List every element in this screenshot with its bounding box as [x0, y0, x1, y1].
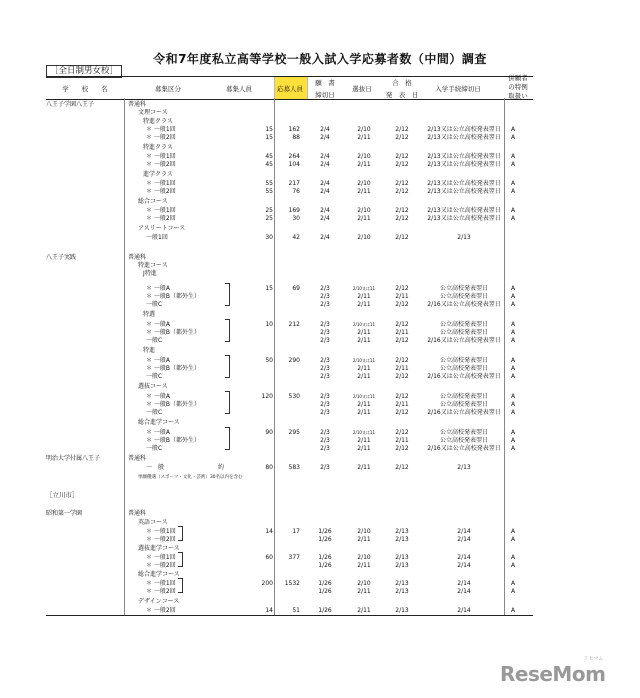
row-category: 総合進学コース [138, 571, 180, 578]
cell-an: 2/12 [395, 180, 409, 187]
cell-sp: A [510, 161, 516, 168]
section-label: ［全日制男女校］ [46, 65, 122, 78]
cell-cap: 25 [265, 207, 273, 214]
cell-dl: 2/3 [320, 429, 330, 436]
header-school: 学 校 名 [62, 85, 108, 93]
row-category: 選抜進学コース [138, 545, 180, 552]
row-category: ＊ 一般1回 [146, 207, 176, 214]
cell-ex: 2/11 [357, 337, 371, 344]
cell-ex: 2/11 [357, 445, 371, 452]
cell-ex: 2/11 [357, 562, 371, 569]
cell-sp: A [510, 536, 516, 543]
cell-pr: 2/14 [457, 607, 471, 614]
row-category: 特進クラス [143, 118, 173, 125]
cell-dl: 2/4 [320, 207, 330, 214]
group-bracket [225, 355, 230, 378]
cell-an: 2/12 [395, 215, 409, 222]
cell-sp: A [510, 429, 516, 436]
logo-subtext: リセマム [583, 656, 604, 662]
cell-ex: 2/11 [357, 188, 371, 195]
row-category: J特進 [143, 270, 157, 277]
cell-cap: 45 [265, 161, 273, 168]
cell-pr: 2/16又は公立高校発表翌日 [427, 337, 501, 344]
school-name: 八王子学園八王子 [46, 101, 95, 108]
cell-dl: 2/3 [320, 393, 330, 400]
cell-sp: A [510, 153, 516, 160]
cell-dl: 2/4 [320, 161, 330, 168]
cell-ex: 2/11 [357, 401, 371, 408]
cell-pr: 2/16又は公立高校発表翌日 [427, 445, 501, 452]
cell-ex: 2/10又は11 [352, 394, 376, 399]
column-divider [274, 98, 275, 615]
cell-ex: 2/11 [357, 301, 371, 308]
cell-sp: A [510, 215, 516, 222]
cell-an: 2/12 [395, 321, 409, 328]
row-category: 英語コース [138, 519, 168, 526]
header-procedure: 入学手続締切日 [435, 85, 481, 93]
row-category: ＊ 一般1回 [146, 126, 176, 133]
row-category: 一般C [146, 445, 163, 452]
cell-dl: 1/26 [318, 580, 332, 587]
cell-sp: A [510, 562, 516, 569]
cell-pr: 2/14 [457, 580, 471, 587]
cell-an: 2/11 [395, 293, 409, 300]
cell-ex: 2/10 [357, 554, 371, 561]
cell-ex: 2/11 [357, 215, 371, 222]
cell-an: 2/12 [395, 161, 409, 168]
cell-ex: 2/10又は11 [352, 322, 376, 327]
cell-an: 2/12 [395, 207, 409, 214]
cell-dl: 2/4 [320, 126, 330, 133]
cell-ex: 2/11 [357, 293, 371, 300]
cell-pr: 2/13又は公立高校発表翌日 [427, 153, 501, 160]
cell-an: 2/12 [395, 337, 409, 344]
cell-an: 2/12 [395, 409, 409, 416]
cell-app: 51 [292, 607, 300, 614]
cell-cap: 15 [265, 126, 273, 133]
row-category: ＊ 一般B（都外生） [146, 329, 201, 336]
cell-pr: 2/16又は公立高校発表翌日 [427, 301, 501, 308]
cell-an: 2/13 [395, 554, 409, 561]
table-bottom-rule [46, 615, 533, 616]
cell-an: 2/12 [395, 445, 409, 452]
cell-ex: 2/10 [357, 180, 371, 187]
cell-an: 2/13 [395, 536, 409, 543]
cell-dl: 2/3 [320, 409, 330, 416]
cell-dl: 1/26 [318, 528, 332, 535]
cell-an: 2/12 [395, 373, 409, 380]
cell-sp: A [510, 554, 516, 561]
cell-ex: 2/10 [357, 153, 371, 160]
cell-app: 290 [288, 357, 300, 364]
cell-dl: 2/3 [320, 464, 330, 471]
cell-app: 69 [292, 285, 300, 292]
row-category: ＊ 一般B（都外生） [146, 437, 201, 444]
group-bracket [178, 526, 183, 541]
cell-pr: 2/14 [457, 528, 471, 535]
cell-sp: A [510, 373, 516, 380]
cell-cap: 10 [265, 321, 273, 328]
cell-dl: 1/26 [318, 536, 332, 543]
cell-pr: 2/14 [457, 562, 471, 569]
group-bracket [225, 319, 230, 342]
cell-sp: A [510, 285, 516, 292]
cell-dl: 1/26 [318, 562, 332, 569]
row-category: 普通科 [128, 510, 147, 517]
cell-an: 2/13 [395, 607, 409, 614]
cell-pr: 2/13又は公立高校発表翌日 [427, 126, 501, 133]
cell-sp: A [510, 188, 516, 195]
cell-app: 583 [288, 464, 300, 471]
row-category: 総合進学コース [138, 419, 180, 426]
cell-app: 1532 [284, 580, 300, 587]
cell-sp: A [510, 437, 516, 444]
cell-cap: 25 [265, 215, 273, 222]
cell-ex: 2/10 [357, 126, 371, 133]
row-category: ＊ 一般1回 [146, 180, 176, 187]
cell-dl: 2/3 [320, 357, 330, 364]
resemom-logo [500, 656, 606, 686]
header-special-bottom: 取扱い [508, 92, 528, 100]
cell-sp: A [510, 607, 516, 614]
cell-pr: 公立高校発表翌日 [439, 393, 488, 400]
cell-cap: 30 [265, 234, 273, 241]
cell-dl: 2/3 [320, 329, 330, 336]
cell-sp: A [510, 301, 516, 308]
cell-dl: 2/4 [320, 188, 330, 195]
row-category: 一般C [146, 373, 163, 380]
row-category: 一般C [146, 337, 163, 344]
row-category: 一般C [146, 301, 163, 308]
cell-an: 2/13 [395, 580, 409, 587]
cell-pr: 2/13 [457, 234, 471, 241]
row-category: ＊ 一般2回 [146, 588, 176, 595]
group-bracket [225, 283, 230, 306]
cell-pr: 公立高校発表翌日 [439, 321, 488, 328]
cell-dl: 2/3 [320, 337, 330, 344]
row-category: ＊ 一般2回 [146, 607, 176, 614]
row-category: 進学クラス [143, 171, 173, 178]
cell-pr: 2/14 [457, 536, 471, 543]
cell-an: 2/12 [395, 134, 409, 141]
row-category: ＊ 一般1回 [146, 554, 176, 561]
cell-pr: 2/16又は公立高校発表翌日 [427, 409, 501, 416]
group-bracket [178, 578, 183, 593]
cell-pr: 公立高校発表翌日 [439, 285, 488, 292]
cell-app: 88 [292, 134, 300, 141]
cell-dl: 2/3 [320, 437, 330, 444]
city-label: ［立川市］ [46, 491, 79, 499]
cell-an: 2/12 [395, 126, 409, 133]
cell-pr: 2/13又は公立高校発表翌日 [427, 161, 501, 168]
cell-dl: 2/4 [320, 180, 330, 187]
cell-cap: 50 [265, 357, 273, 364]
cell-pr: 2/13 [457, 464, 471, 471]
cell-cap: 15 [265, 285, 273, 292]
row-category: ＊ 一般A [146, 357, 171, 364]
cell-pr: 公立高校発表翌日 [439, 357, 488, 364]
cell-cap: 120 [261, 393, 273, 400]
cell-app: 169 [288, 207, 300, 214]
cell-pr: 公立高校発表翌日 [439, 365, 488, 372]
cell-pr: 2/14 [457, 588, 471, 595]
cell-app: 530 [288, 393, 300, 400]
cell-cap: 60 [265, 554, 273, 561]
cell-pr: 2/13又は公立高校発表翌日 [427, 207, 501, 214]
cell-sp: A [510, 180, 516, 187]
cell-an: 2/11 [395, 365, 409, 372]
table-header [46, 76, 533, 100]
cell-ex: 2/11 [357, 437, 371, 444]
cell-app: 76 [292, 188, 300, 195]
row-category: 普通科 [128, 254, 147, 261]
cell-pr: 2/14 [457, 554, 471, 561]
row-category: 特進 [143, 347, 156, 354]
cell-sp: A [510, 329, 516, 336]
cell-ex: 2/11 [357, 329, 371, 336]
cell-cap: 55 [265, 180, 273, 187]
row-note: 単願優遇（スポーツ・文化・芸術）30名以内を含む [138, 475, 243, 480]
cell-pr: 2/13又は公立高校発表翌日 [427, 180, 501, 187]
cell-sp: A [510, 393, 516, 400]
cell-ex: 2/11 [357, 464, 371, 471]
header-capacity: 募集人員 [226, 85, 252, 93]
cell-pr: 公立高校発表翌日 [439, 429, 488, 436]
cell-an: 2/12 [395, 429, 409, 436]
row-category: ＊ 一般B（都外生） [146, 401, 201, 408]
cell-ex: 2/11 [357, 134, 371, 141]
cell-dl: 1/26 [318, 607, 332, 614]
header-applicants: 応募人員 [277, 85, 303, 93]
header-exam: 選抜日 [352, 85, 372, 93]
row-category: ＊ 一般B（都外生） [146, 293, 201, 300]
cell-dl: 2/4 [320, 215, 330, 222]
cell-sp: A [510, 445, 516, 452]
header-category: 募集区分 [155, 85, 181, 93]
header-announce-bottom: 発 表 日 [385, 91, 419, 99]
cell-ex: 2/11 [357, 607, 371, 614]
cell-dl: 2/3 [320, 321, 330, 328]
row-category: ＊ 一般2回 [146, 134, 176, 141]
cell-sp: A [510, 126, 516, 133]
cell-sp: A [510, 357, 516, 364]
row-category: 一般1回 [146, 234, 168, 241]
cell-an: 2/11 [395, 329, 409, 336]
logo-text: ReseMom [500, 662, 606, 686]
cell-sp: A [510, 528, 516, 535]
header-special-top: 併願者 [508, 74, 528, 82]
cell-dl: 2/3 [320, 293, 330, 300]
column-divider [124, 98, 125, 615]
cell-ex: 2/11 [357, 536, 371, 543]
cell-ex: 2/10又は11 [352, 430, 376, 435]
header-special-mid: の特例 [508, 83, 528, 91]
cell-an: 2/12 [395, 285, 409, 292]
cell-dl: 2/3 [320, 365, 330, 372]
cell-sp: A [510, 337, 516, 344]
cell-ex: 2/10又は11 [352, 358, 376, 363]
cell-pr: 公立高校発表翌日 [439, 293, 488, 300]
cell-cap: 15 [265, 134, 273, 141]
cell-pr: 公立高校発表翌日 [439, 437, 488, 444]
cell-dl: 2/3 [320, 301, 330, 308]
row-category: 特進コース [138, 262, 168, 269]
group-bracket [178, 552, 183, 567]
row-category: 一般C [146, 409, 163, 416]
cell-dl: 2/3 [320, 401, 330, 408]
row-category: アスリートコース [138, 225, 186, 232]
page-title: 令和7年度私立高等学校一般入試入学応募者数（中間）調査 [153, 52, 487, 66]
cell-dl: 2/4 [320, 153, 330, 160]
cell-app: 30 [292, 215, 300, 222]
cell-pr: 2/16又は公立高校発表翌日 [427, 373, 501, 380]
cell-sp: A [510, 293, 516, 300]
cell-ex: 2/11 [357, 588, 371, 595]
cell-ex: 2/11 [357, 373, 371, 380]
group-bracket [225, 391, 230, 414]
cell-ex: 2/11 [357, 409, 371, 416]
cell-an: 2/13 [395, 562, 409, 569]
header-deadline-bottom: 締切日 [315, 91, 335, 99]
cell-sp: A [510, 134, 516, 141]
cell-ex: 2/10又は11 [352, 286, 376, 291]
cell-cap: 45 [265, 153, 273, 160]
cell-ex: 2/10 [357, 234, 371, 241]
cell-ex: 2/10 [357, 580, 371, 587]
cell-an: 2/11 [395, 437, 409, 444]
cell-an: 2/12 [395, 393, 409, 400]
cell-an: 2/12 [395, 357, 409, 364]
header-announce-top: 合 格 [392, 79, 412, 87]
cell-cap: 200 [261, 580, 273, 587]
cell-app: 104 [288, 161, 300, 168]
row-category: 特進クラス [143, 144, 173, 151]
row-category: ＊ 一般2回 [146, 562, 176, 569]
cell-dl: 2/4 [320, 234, 330, 241]
cell-ex: 2/11 [357, 161, 371, 168]
cell-pr: 2/13又は公立高校発表翌日 [427, 215, 501, 222]
cell-dl: 2/4 [320, 134, 330, 141]
cell-dl: 2/3 [320, 445, 330, 452]
cell-pr: 公立高校発表翌日 [439, 401, 488, 408]
cell-app: 264 [288, 153, 300, 160]
cell-an: 2/13 [395, 528, 409, 535]
cell-dl: 1/26 [318, 588, 332, 595]
cell-app: 17 [292, 528, 300, 535]
cell-dl: 1/26 [318, 554, 332, 561]
cell-an: 2/12 [395, 301, 409, 308]
cell-app: 162 [288, 126, 300, 133]
cell-dl: 2/3 [320, 285, 330, 292]
cell-cap: 14 [265, 528, 273, 535]
row-category: ＊ 一般1回 [146, 580, 176, 587]
row-category: ＊ 一般2回 [146, 215, 176, 222]
school-name: 昭和第一学園 [46, 510, 83, 517]
cell-dl: 2/3 [320, 373, 330, 380]
row-category: ＊ 一般1回 [146, 153, 176, 160]
row-category: ＊ 一般A [146, 321, 171, 328]
row-category: ＊ 一般2回 [146, 188, 176, 195]
header-deadline-top: 願 書 [315, 79, 335, 87]
row-category: 特選 [143, 311, 156, 318]
cell-an: 2/11 [395, 401, 409, 408]
row-category: ＊ 一般2回 [146, 536, 176, 543]
cell-cap: 14 [265, 607, 273, 614]
cell-pr: 公立高校発表翌日 [439, 329, 488, 336]
row-category: 普通科 [128, 101, 147, 108]
cell-ex: 2/11 [357, 365, 371, 372]
row-category: 一 般 約 [146, 464, 225, 471]
cell-pr: 2/13又は公立高校発表翌日 [427, 134, 501, 141]
cell-sp: A [510, 321, 516, 328]
cell-sp: A [510, 401, 516, 408]
cell-cap: 55 [265, 188, 273, 195]
group-bracket [225, 427, 230, 450]
school-name: 八王子実践 [46, 254, 77, 261]
row-category: 総合コース [138, 198, 168, 205]
cell-cap: 80 [265, 464, 273, 471]
cell-app: 295 [288, 429, 300, 436]
cell-an: 2/12 [395, 234, 409, 241]
cell-cap: 90 [265, 429, 273, 436]
row-category: ＊ 一般B（都外生） [146, 365, 201, 372]
cell-ex: 2/10 [357, 207, 371, 214]
cell-sp: A [510, 365, 516, 372]
cell-an: 2/13 [395, 588, 409, 595]
cell-pr: 2/13又は公立高校発表翌日 [427, 188, 501, 195]
cell-an: 2/12 [395, 464, 409, 471]
cell-ex: 2/10 [357, 528, 371, 535]
row-category: デザインコース [138, 598, 180, 605]
cell-app: 377 [288, 554, 300, 561]
cell-an: 2/12 [395, 153, 409, 160]
row-category: 文理コース [138, 109, 168, 116]
row-category: ＊ 一般A [146, 285, 171, 292]
row-category: ＊ 一般1回 [146, 528, 176, 535]
cell-app: 42 [292, 234, 300, 241]
cell-sp: A [510, 580, 516, 587]
cell-app: 217 [288, 180, 300, 187]
row-category: ＊ 一般2回 [146, 161, 176, 168]
cell-sp: A [510, 409, 516, 416]
cell-sp: A [510, 588, 516, 595]
school-name: 明治大学付属八王子 [46, 455, 101, 462]
row-category: 普通科 [128, 455, 147, 462]
row-category: ＊ 一般A [146, 429, 171, 436]
row-category: 選抜コース [138, 383, 168, 390]
cell-sp: A [510, 207, 516, 214]
cell-an: 2/12 [395, 188, 409, 195]
row-category: ＊ 一般A [146, 393, 171, 400]
cell-app: 212 [288, 321, 300, 328]
